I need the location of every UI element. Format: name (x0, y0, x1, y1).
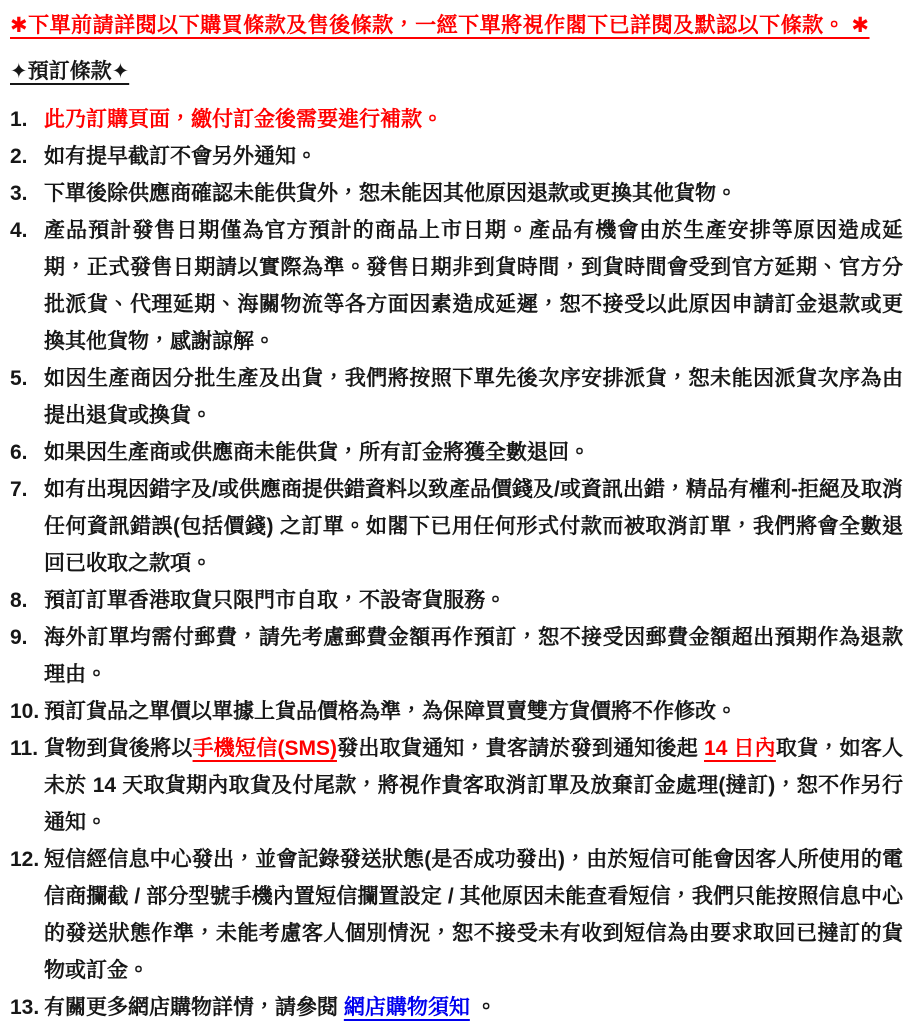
term-number: 12. (10, 848, 40, 871)
term-item (10, 212, 903, 360)
term-number: 13. (10, 996, 40, 1019)
term-item (10, 360, 903, 434)
term-number: 3. (10, 182, 28, 205)
highlighted-text: 手機短信(SMS) (192, 737, 337, 760)
term-number: 8. (10, 589, 28, 612)
term-item (10, 471, 903, 582)
term-number: 10. (10, 700, 40, 723)
term-item (10, 693, 903, 730)
term-number: 7. (10, 478, 28, 501)
term-text (44, 212, 903, 360)
term-number: 6. (10, 441, 28, 464)
term-segment: 如因生產商因分批生產及出貨，我們將按照下單先後次序安排派貨，恕未能因派貨次序為由提出退貨或換貨。 (44, 367, 903, 427)
term-item (10, 989, 903, 1026)
term-segment: 發出取貨通知，貴客請於發到通知後起 (336, 737, 705, 760)
term-number: 2. (10, 145, 28, 168)
term-item (10, 582, 903, 619)
term-item (10, 175, 903, 212)
term-text (44, 138, 903, 175)
term-segment: 取貨，如客人未於 14 天取貨期內取貨及付尾款，將視作貴客取消訂單及放棄訂金處理(撻訂)，恕不作另行通知。 (44, 737, 904, 834)
term-segment: 下單後除供應商確認未能供貨外，恕未能因其他原因退款或更換其他貨物。 (44, 182, 737, 205)
term-item (10, 619, 903, 693)
term-segment: 如有出現因錯字及/或供應商提供錯資料以致產品價錢及/或資訊出錯，精品有權利-拒絕及取消任何資訊錯誤(包括價錢) 之訂單。如閣下已用任何形式付款而被取消訂單，我們將會全數退回已收取之款項。 (44, 478, 903, 575)
term-text (44, 693, 903, 730)
term-text (44, 101, 903, 138)
highlighted-text: 14 日內 (704, 737, 776, 760)
term-item (10, 138, 903, 175)
term-text (44, 360, 903, 434)
term-text (44, 989, 903, 1026)
term-number: 11. (10, 737, 39, 760)
term-text (44, 434, 903, 471)
term-text (44, 841, 903, 989)
term-segment: 產品預計發售日期僅為官方預計的商品上市日期。產品有機會由於生產安排等原因造成延期，正式發售日期請以實際為準。發售日期非到貨時間，到貨時間會受到官方延期、官方分批派貨、代理延期、海關物流等各方面因素造成延遲，恕不接受以此原因申請訂金退款或更換其他貨物，感謝諒解。 (44, 219, 903, 353)
term-segment: 。 (469, 996, 497, 1019)
term-segment: 如果因生產商或供應商未能供貨，所有訂金將獲全數退回。 (44, 441, 590, 464)
term-number: 4. (10, 219, 28, 242)
term-item (10, 841, 903, 989)
term-text (44, 471, 903, 582)
terms-list (10, 101, 903, 1026)
term-item (10, 730, 903, 841)
section-title: ✦預訂條款✦ (10, 60, 130, 83)
term-segment: 有關更多網店購物詳情，請參閱 (44, 996, 344, 1019)
shop-guide-link[interactable]: 網店購物須知 (343, 996, 470, 1019)
pre-order-notice: ✱下單前請詳閱以下購買條款及售後條款，一經下單將視作閣下已詳閱及默認以下條款。 ✱ (10, 14, 870, 37)
term-segment: 貨物到貨後將以 (44, 737, 193, 760)
term-segment: 短信經信息中心發出，並會記錄發送狀態(是否成功發出)，由於短信可能會因客人所使用的電信商攔截 / 部分型號手機內置短信攔置設定 / 其他原因未能查看短信，我們只能按照信息中心的發送狀態作準，未能考慮客人個別情況，恕不接受未有收到短信為由要求取回已撻訂的貨物或訂金。 (44, 848, 903, 982)
term-segment: 如有提早截訂不會另外通知。 (44, 145, 317, 168)
term-text (44, 582, 903, 619)
term-number: 9. (10, 626, 28, 649)
term-item (10, 434, 903, 471)
term-text (44, 730, 903, 841)
term-text (44, 619, 903, 693)
term-segment: 預訂訂單香港取貨只限門市自取，不設寄貨服務。 (44, 589, 506, 612)
term-text (44, 175, 903, 212)
term-number: 5. (10, 367, 28, 390)
term-number: 1. (10, 108, 28, 131)
term-segment: 海外訂單均需付郵費，請先考慮郵費金額再作預訂，恕不接受因郵費金額超出預期作為退款理由。 (44, 626, 903, 686)
term-segment: 預訂貨品之單價以單據上貨品價格為準，為保障買賣雙方貨價將不作修改。 (44, 700, 737, 723)
term-item (10, 101, 903, 138)
term-segment: 此乃訂購頁面，繳付訂金後需要進行補款。 (44, 108, 443, 131)
